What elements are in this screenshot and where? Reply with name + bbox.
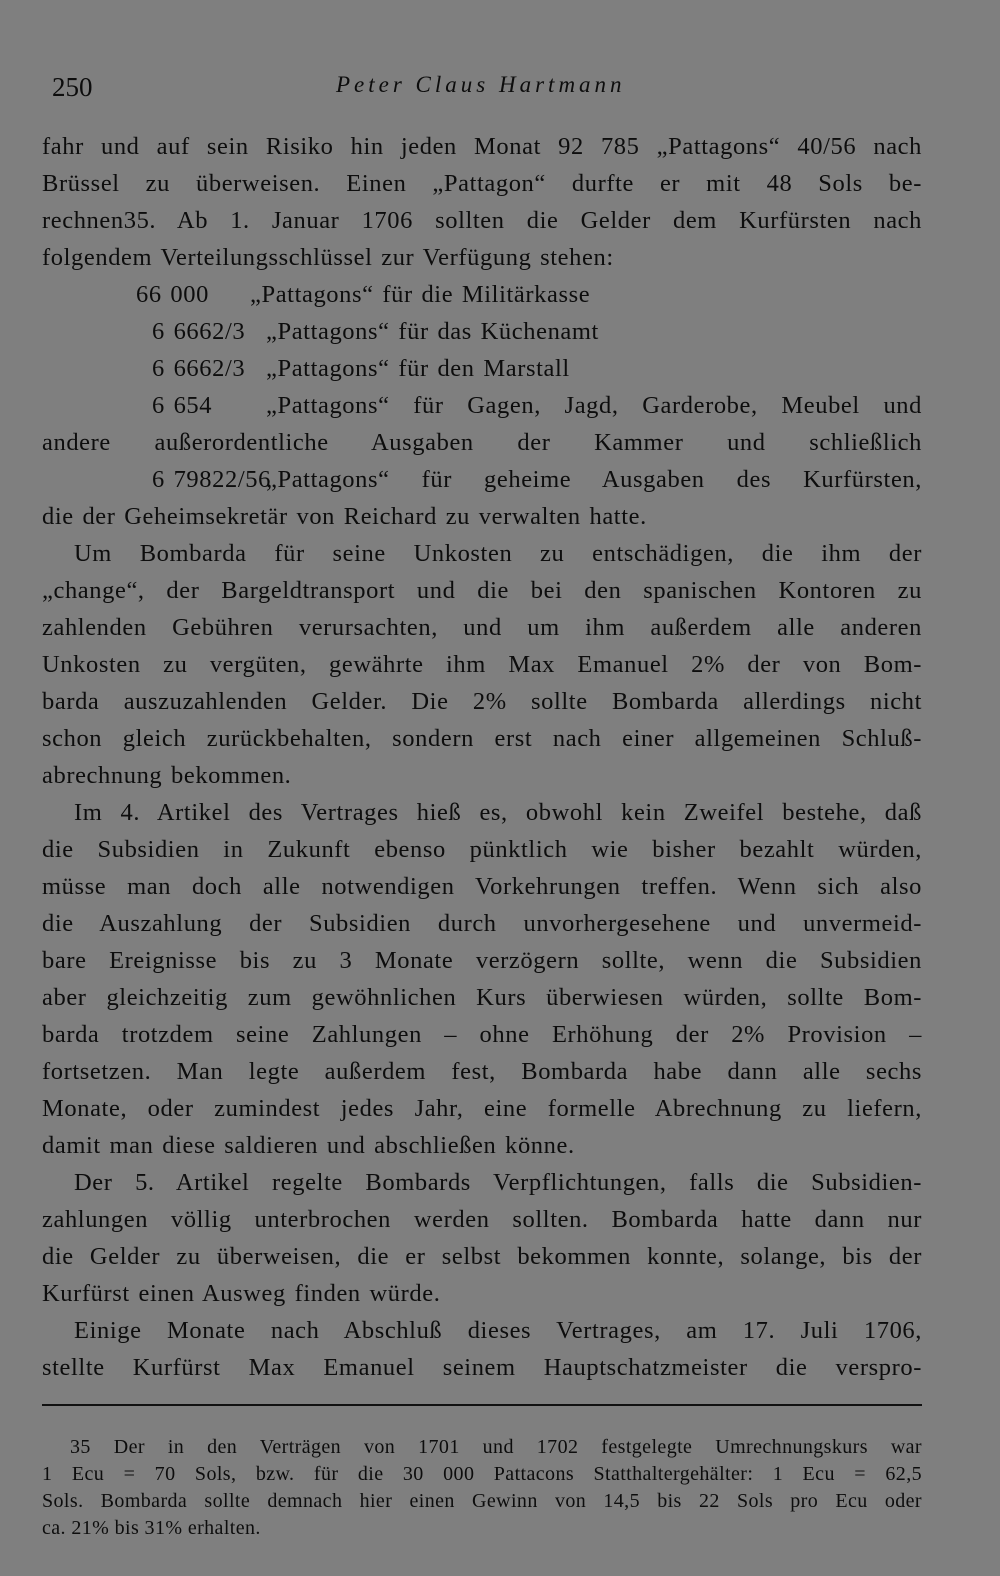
distribution-text: „Pattagons“ für den Marstall	[266, 355, 570, 382]
footnote-divider	[42, 1404, 922, 1406]
text-line: schon gleich zurückbehalten, sondern erst nach einer allgemeinen Schluß-	[42, 725, 922, 752]
text-line: zahlenden Gebühren verursachten, und um ihm außerdem alle anderen	[42, 614, 922, 641]
text-line: die Auszahlung der Subsidien durch unvorhergesehene und unvermeid-	[42, 910, 922, 937]
text-line: die der Geheimsekretär von Reichard zu verwalten hatte.	[42, 503, 647, 530]
running-head: Peter Claus Hartmann	[336, 72, 626, 97]
distribution-entry	[42, 276, 922, 313]
book-page	[42, 0, 922, 1576]
text-line: zahlungen völlig unterbrochen werden sollten. Bombarda hatte dann nur	[42, 1206, 922, 1233]
text-line: „change“, der Bargeldtransport und die bei den spanischen Kontoren zu	[42, 577, 922, 604]
page-number: 250	[52, 72, 93, 102]
text-line: Einige Monate nach Abschluß dieses Vertrages, am 17. Juli 1706,	[74, 1317, 922, 1344]
text-line: stellte Kurfürst Max Emanuel seinem Hauptschatzmeister die verspro-	[42, 1354, 922, 1381]
distribution-entry	[42, 461, 922, 498]
text-line: Brüssel zu überweisen. Einen „Pattagon“ durfte er mit 48 Sols be-	[42, 170, 922, 197]
text-line: Im 4. Artikel des Vertrages hieß es, obwohl kein Zweifel bestehe, daß	[74, 799, 922, 826]
text-line: die Gelder zu überweisen, die er selbst bekommen konnte, solange, bis der	[42, 1243, 922, 1270]
text-line: Um Bombarda für seine Unkosten zu entschädigen, die ihm der	[74, 540, 922, 567]
distribution-amount: 6 6662/3	[152, 318, 246, 345]
text-line: Kurfürst einen Ausweg finden würde.	[42, 1280, 441, 1307]
text-line: bare Ereignisse bis zu 3 Monate verzögern sollte, wenn die Subsidien	[42, 947, 922, 974]
distribution-entry	[42, 350, 922, 387]
text-line: damit man diese saldieren und abschließen könne.	[42, 1132, 575, 1159]
text-line: fahr und auf sein Risiko hin jeden Monat 92 785 „Pattagons“ 40/56 nach	[42, 133, 922, 160]
text-line: barda auszuzahlenden Gelder. Die 2% sollte Bombarda allerdings nicht	[42, 688, 922, 715]
text-line: Der 5. Artikel regelte Bombards Verpflichtungen, falls die Subsidien-	[74, 1169, 922, 1196]
text-line: aber gleichzeitig zum gewöhnlichen Kurs überwiesen würden, sollte Bom-	[42, 984, 922, 1011]
distribution-amount: 6 654	[152, 392, 213, 419]
page-header	[46, 72, 922, 106]
footnote-line: 1 Ecu = 70 Sols, bzw. für die 30 000 Pattacons Statthaltergehälter: 1 Ecu = 62,5	[42, 1463, 922, 1485]
text-line: Unkosten zu vergüten, gewährte ihm Max Emanuel 2% der von Bom-	[42, 651, 922, 678]
text-line: rechnen35. Ab 1. Januar 1706 sollten die Gelder dem Kurfürsten nach	[42, 207, 922, 234]
distribution-text: „Pattagons“ für geheime Ausgaben des Kurfürsten,	[266, 466, 922, 493]
distribution-entry	[42, 387, 922, 424]
text-line: abrechnung bekommen.	[42, 762, 292, 789]
text-line: müsse man doch alle notwendigen Vorkehrungen treffen. Wenn sich also	[42, 873, 922, 900]
text-line: folgendem Verteilungsschlüssel zur Verfügung stehen:	[42, 244, 614, 271]
text-line: fortsetzen. Man legte außerdem fest, Bombarda habe dann alle sechs	[42, 1058, 922, 1085]
footnotes	[42, 1434, 922, 1542]
distribution-amount: 6 6662/3	[152, 355, 246, 382]
footnote-line: ca. 21% bis 31% erhalten.	[42, 1517, 261, 1539]
distribution-amount: 6 79822/56	[152, 466, 271, 493]
text-line: die Subsidien in Zukunft ebenso pünktlich wie bisher bezahlt würden,	[42, 836, 922, 863]
text-line: Monate, oder zumindest jedes Jahr, eine formelle Abrechnung zu liefern,	[42, 1095, 922, 1122]
text-line: andere außerordentliche Ausgaben der Kammer und schließlich	[42, 429, 922, 456]
distribution-amount: 66 000	[136, 281, 209, 308]
footnote-line: Sols. Bombarda sollte demnach hier einen Gewinn von 14,5 bis 22 Sols pro Ecu oder	[42, 1490, 922, 1512]
text-line: barda trotzdem seine Zahlungen – ohne Erhöhung der 2% Provision –	[42, 1021, 922, 1048]
body-text	[42, 128, 922, 1386]
distribution-entry	[42, 313, 922, 350]
footnote-line: 35 Der in den Verträgen von 1701 und 1702 festgelegte Umrechnungskurs war	[70, 1436, 922, 1458]
distribution-text: „Pattagons“ für das Küchenamt	[266, 318, 599, 345]
distribution-text: „Pattagons“ für Gagen, Jagd, Garderobe, Meubel und	[266, 392, 922, 419]
distribution-text: „Pattagons“ für die Militärkasse	[250, 281, 591, 308]
